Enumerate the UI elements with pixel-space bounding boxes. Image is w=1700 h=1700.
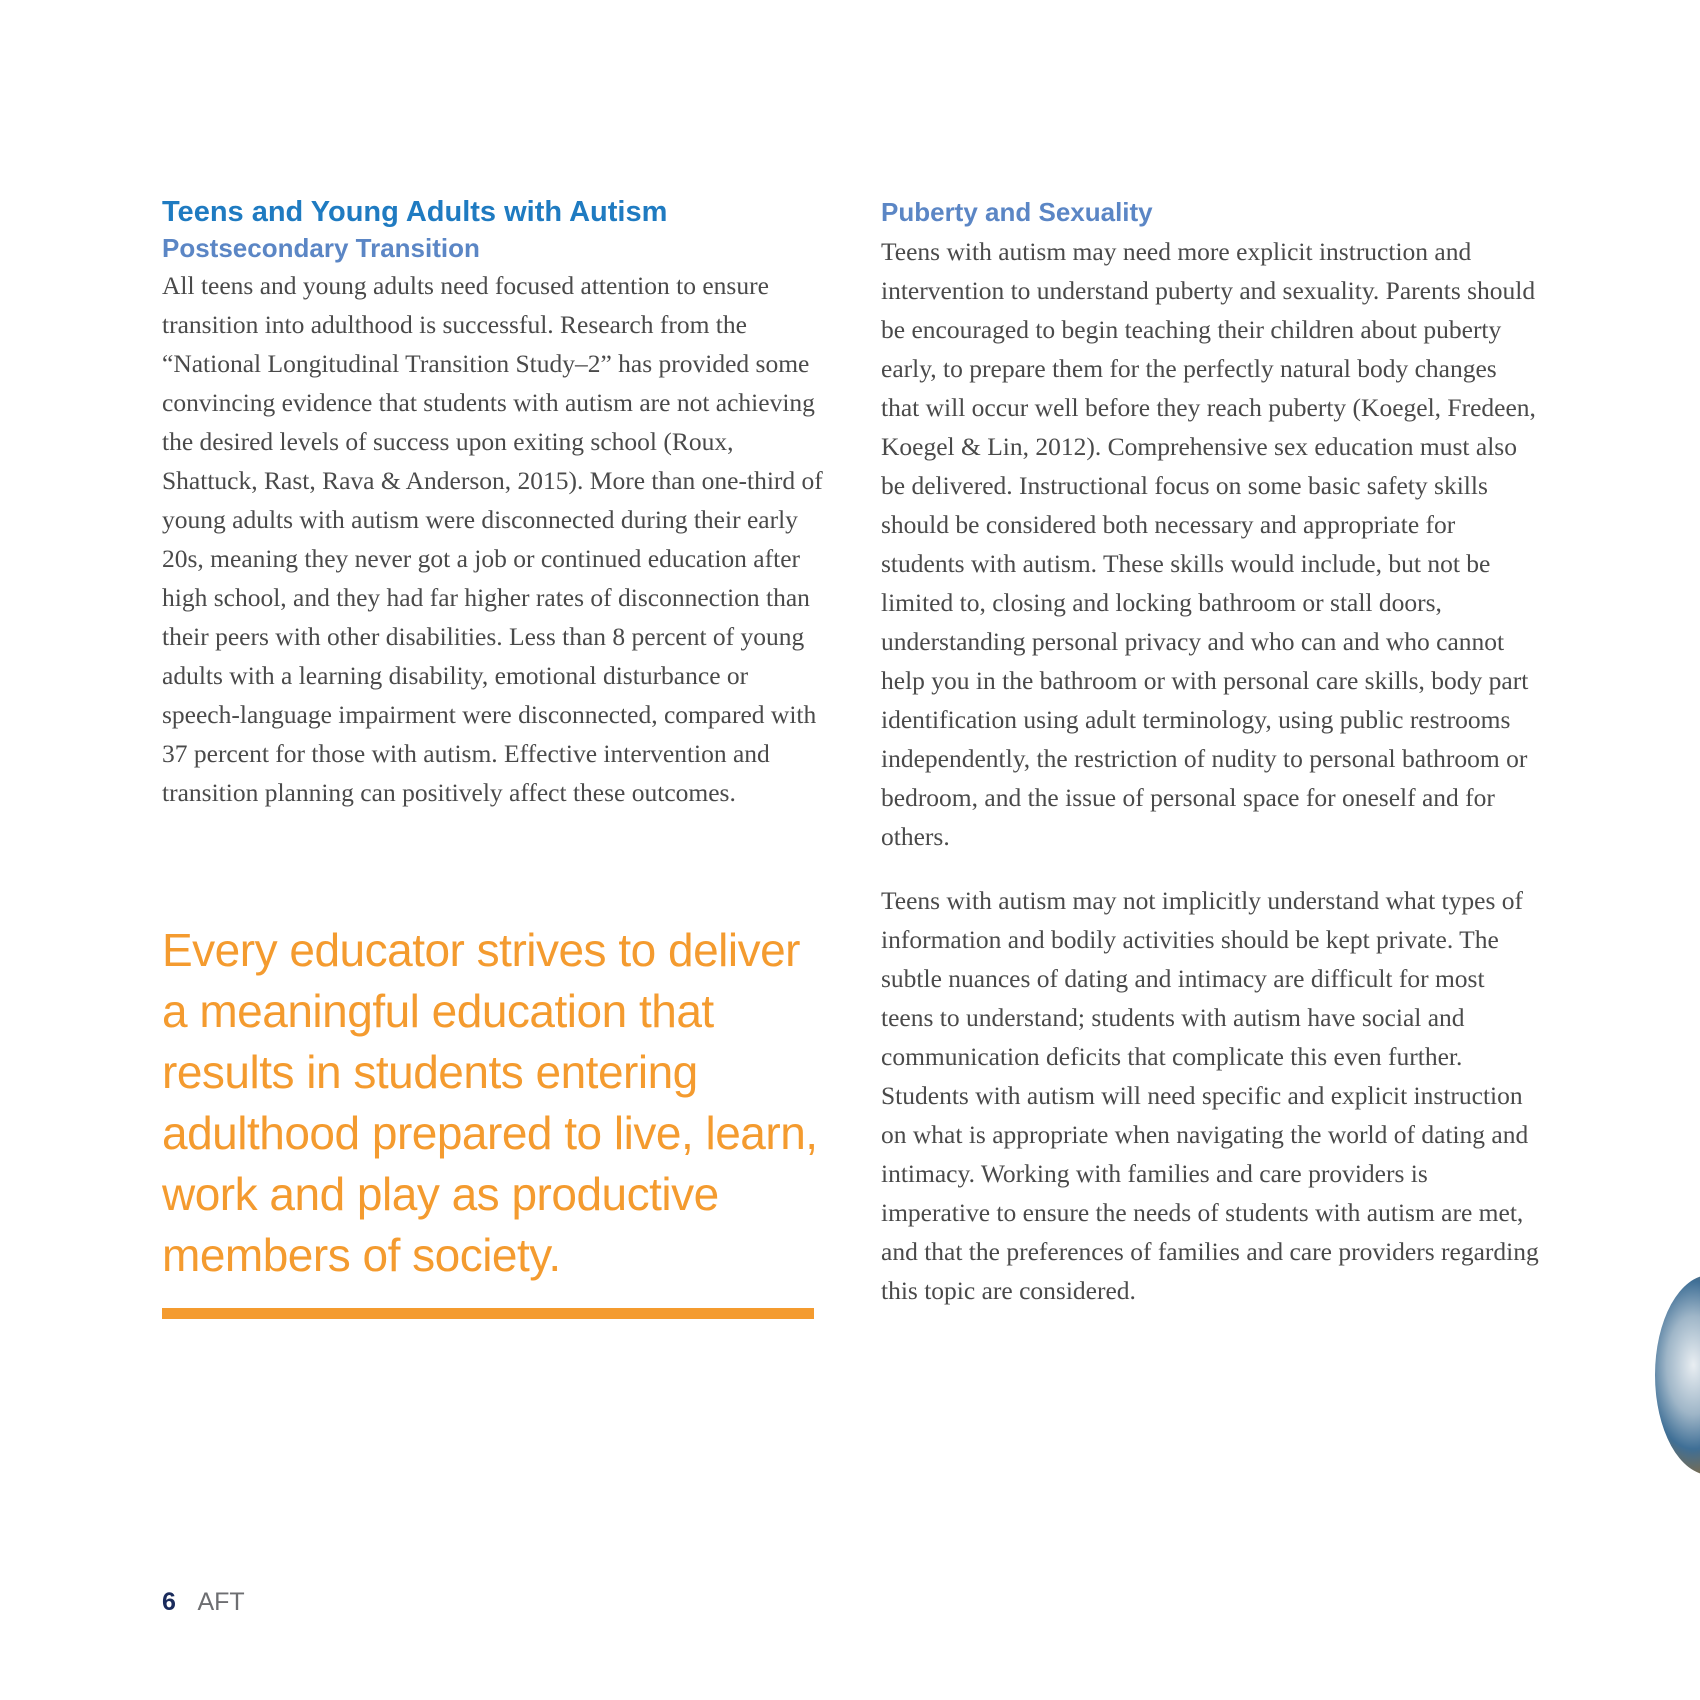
left-body xyxy=(162,266,827,812)
section-subheading: Puberty and Sexuality xyxy=(881,197,1153,227)
right-column xyxy=(881,194,1541,1310)
page-number: 6 xyxy=(162,1588,176,1616)
publication-name: AFT xyxy=(197,1588,245,1616)
body-paragraph: All teens and young adults need focused attention to ensure transition into adulthood is successful. Research from the “National Longitudinal Transition Study–2” has provided some convincing evidence that students with autism are not achieving the desired levels of success upon exiting school (Roux, Shattuck, Rast, Rava & Anderson, 2015). More than one-third of young adults with autism were disconnected during their early 20s, meaning they never got a job or continued education after high school, and they had far higher rates of disconnection than their peers with other disabilities. Less than 8 percent of young adults with a learning disability, emotional disturbance or speech-language impairment were disconnected, compared with 37 percent for those with autism. Effective intervention and transition planning can positively affect these outcomes. xyxy=(162,271,823,807)
section-heading: Teens and Young Adults with Autism xyxy=(162,196,668,228)
decorative-photo-edge xyxy=(1655,1275,1700,1475)
right-body xyxy=(881,232,1541,1310)
pull-quote-rule xyxy=(162,1308,814,1319)
pull-quote: Every educator strives to deliver a meaningful education that results in students entering adulthood prepared to live, learn, work and play as productive members of society. xyxy=(162,924,818,1281)
section-subheading: Postsecondary Transition xyxy=(162,233,480,263)
body-paragraph: Teens with autism may not implicitly understand what types of information and bodily activities should be kept private. The subtle nuances of dating and intimacy are difficult for most teens to understand; students with autism have social and communication deficits that complicate this even further. Students with autism will need specific and explicit instruction on what is appropriate when navigating the world of dating and intimacy. Working with families and care providers is imperative to ensure the needs of students with autism are met, and that the preferences of families and care providers regarding this topic are considered. xyxy=(881,886,1539,1305)
body-paragraph: Teens with autism may need more explicit instruction and intervention to understand puberty and sexuality. Parents should be encouraged to begin teaching their children about puberty early, to prepare them for the perfectly natural body changes that will occur well before they reach puberty (Koegel, Fredeen, Koegel & Lin, 2012). Comprehensive sex education must also be delivered. Instructional focus on some basic safety skills should be considered both necessary and appropriate for students with autism. These skills would include, but not be limited to, closing and locking bathroom or stall doors, understanding personal privacy and who can and who cannot help you in the bathroom or with personal care skills, body part identification using adult terminology, using public restrooms independently, the restriction of nudity to personal bathroom or bedroom, and the issue of personal space for oneself and for others. xyxy=(881,237,1536,851)
left-column xyxy=(162,194,827,812)
page-footer xyxy=(162,1587,245,1617)
